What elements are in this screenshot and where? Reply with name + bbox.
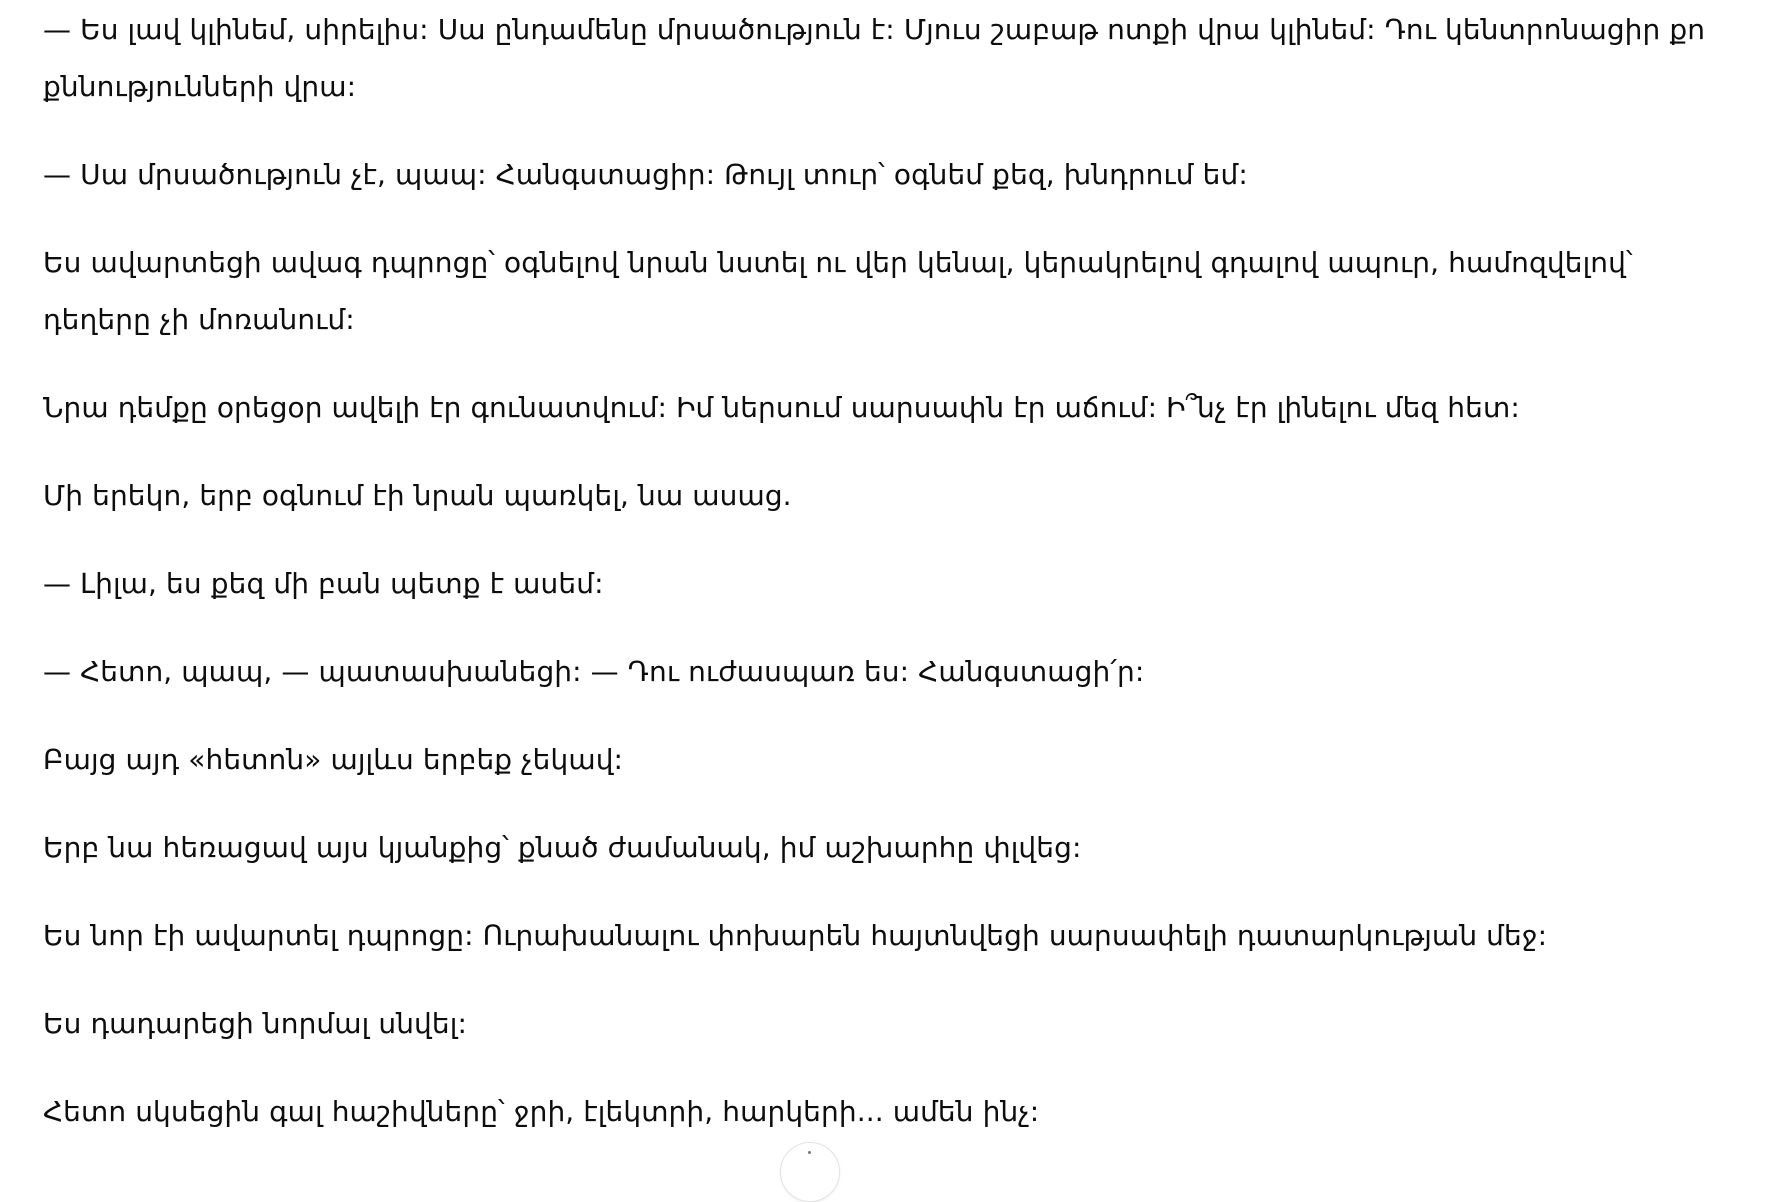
scroll-down-button[interactable]	[780, 1142, 840, 1202]
paragraph-12: Հետո սկսեցին գալ հաշիվները՝ ջրի, էլեկտրի, հարկերի... ամեն ինչ:	[43, 1095, 1040, 1128]
paragraph-10: Ես նոր էի ավարտել դպրոցը: Ուրախանալու փոխարեն հայտնվեցի սարսափելի դատարկության մեջ:	[43, 919, 1548, 952]
scroll-down-icon	[808, 1151, 811, 1154]
paragraph-7: — Հետո, պապ, — պատասխանեցի: — Դու ուժասպառ ես: Հանգստացի՛ր:	[43, 655, 1145, 688]
paragraph-5: Մի երեկո, երբ օգնում էի նրան պառկել, նա ասաց.	[43, 479, 792, 512]
paragraph-3: Ես ավարտեցի ավագ դպրոցը՝ օգնելով նրան նստել ու վեր կենալ, կերակրելով գդալով ապուր, համոզվելով՝ դեղերը չի մոռանում:	[43, 246, 1642, 336]
paragraph-11: Ես դադարեցի նորմալ սնվել:	[43, 1007, 467, 1040]
paragraph-2: — Սա մրսածություն չէ, պապ: Հանգստացիր: Թույլ տուր՝ օգնեմ քեզ, խնդրում եմ:	[43, 158, 1248, 191]
paragraph-8: Բայց այդ «հետոն» այլևս երբեք չեկավ:	[43, 743, 624, 776]
paragraph-9: Երբ նա հեռացավ այս կյանքից՝ քնած ժամանակ, իմ աշխարհը փլվեց:	[43, 831, 1082, 864]
paragraph-6: — Լիլա, ես քեզ մի բան պետք է ասեմ:	[43, 567, 604, 600]
paragraph-1: — Ես լավ կլինեմ, սիրելիս: Սա ընդամենը մրսածություն է: Մյուս շաբաթ ոտքի վրա կլինեմ: Դու կենտրոնացիր քո քննությունների վրա:	[43, 13, 1715, 103]
article-body	[43, 0, 1743, 1171]
paragraph-4: Նրա դեմքը օրեցօր ավելի էր գունատվում: Իմ ներսում սարսափն էր աճում: Ի՞նչ էր լինելու մեզ հետ:	[43, 391, 1520, 424]
